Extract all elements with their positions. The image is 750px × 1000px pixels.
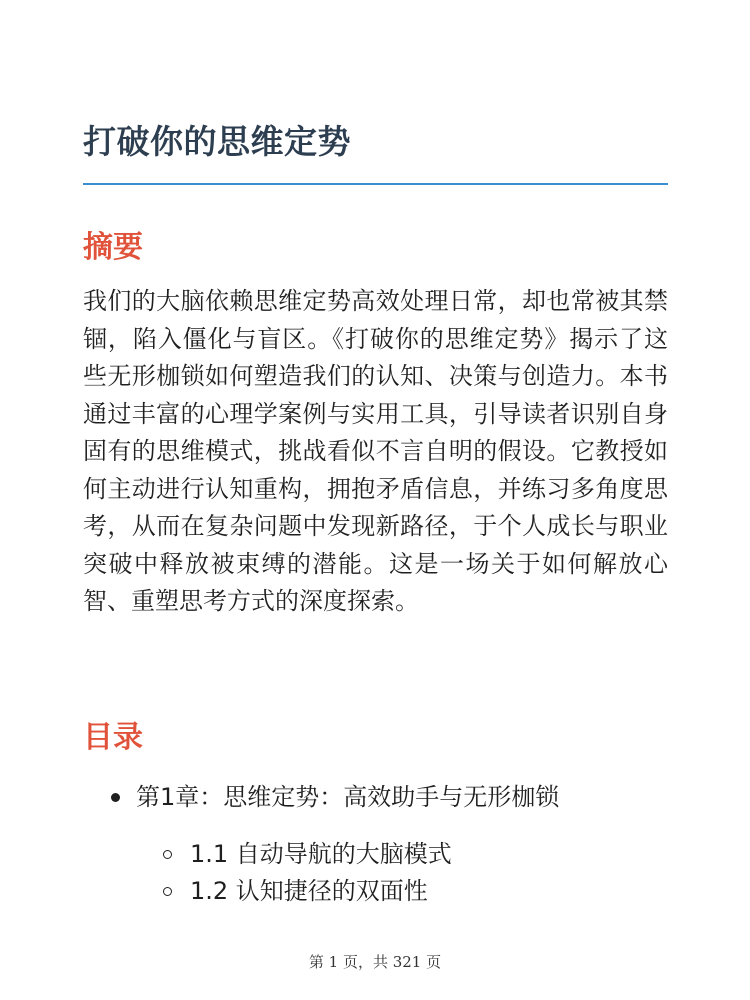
toc-sublist-wrapper bbox=[83, 836, 668, 910]
abstract-heading: 摘要 bbox=[83, 230, 143, 265]
title-divider bbox=[83, 183, 668, 185]
toc-section-label: 1.2 认知捷径的双面性 bbox=[190, 877, 428, 905]
bullet-circle-icon bbox=[163, 850, 172, 859]
document-title: 打破你的思维定势 bbox=[83, 122, 351, 161]
abstract-paragraph: 我们的大脑依赖思维定势高效处理日常，却也常被其禁锢，陷入僵化与盲区。《打破你的思维定势》揭示了这些无形枷锁如何塑造我们的认知、决策与创造力。本书通过丰富的心理学案例与实用工具，引导读者识别自身固有的思维模式，挑战看似不言自明的假设。它教授如何主动进行认知重构，拥抱矛盾信息，并练习多角度思考，从而在复杂问题中发现新路径，于个人成长与职业突破中释放被束缚的潜能。这是一场关于如何解放心智、重塑思考方式的深度探索。 bbox=[83, 287, 668, 615]
page-footer: 第 1 页，共 321 页 bbox=[308, 953, 442, 971]
toc-section-label: 1.1 自动导航的大脑模式 bbox=[190, 840, 452, 868]
bullet-circle-icon bbox=[163, 887, 172, 896]
toc-list bbox=[83, 779, 668, 910]
toc-sublist bbox=[83, 836, 668, 910]
toc-heading: 目录 bbox=[83, 720, 143, 755]
toc-section-item bbox=[83, 836, 668, 873]
toc-chapter-label: 第1章：思维定势：高效助手与无形枷锁 bbox=[136, 783, 560, 811]
bullet-disc-icon bbox=[111, 793, 120, 802]
toc-section-item bbox=[83, 873, 668, 910]
toc-chapter-item bbox=[83, 779, 668, 816]
